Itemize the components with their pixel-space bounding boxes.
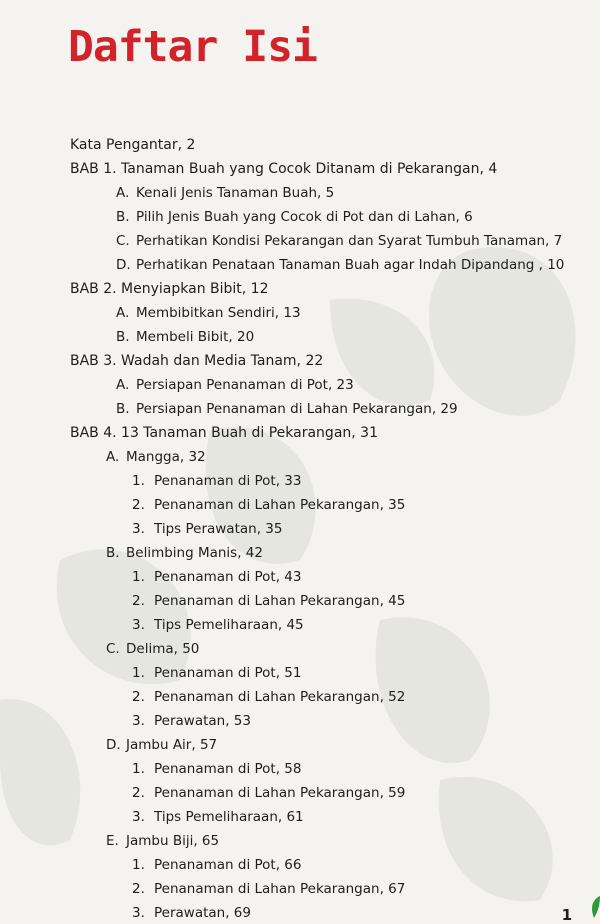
toc-marker: 1. xyxy=(132,569,145,585)
toc-section xyxy=(106,641,199,657)
toc-marker: 3. xyxy=(132,809,145,825)
toc-text: Jambu Biji, 65 xyxy=(126,833,220,849)
toc-text: Tips Perawatan, 35 xyxy=(154,521,283,537)
toc-text: Penanaman di Pot, 51 xyxy=(154,665,302,681)
toc-section xyxy=(106,737,217,753)
toc-marker: A. xyxy=(116,185,130,201)
toc-section xyxy=(116,329,254,345)
toc-marker: 3. xyxy=(132,905,145,921)
toc-section xyxy=(116,305,301,321)
leaf-icon xyxy=(590,896,600,918)
toc-marker: 2. xyxy=(132,689,145,705)
toc-subsection xyxy=(132,473,301,489)
toc-section xyxy=(116,401,458,417)
toc-text: Kenali Jenis Tanaman Buah, 5 xyxy=(136,185,335,201)
toc-text: Penanaman di Pot, 33 xyxy=(154,473,302,489)
toc-section xyxy=(116,185,334,201)
toc-text: Perhatikan Penataan Tanaman Buah agar Indah Dipandang , 10 xyxy=(136,257,565,273)
toc-marker: A. xyxy=(116,377,130,393)
toc-subsection xyxy=(132,593,405,609)
toc-chapter xyxy=(70,281,269,297)
toc-text: Belimbing Manis, 42 xyxy=(126,545,263,561)
toc-text: Penanaman di Lahan Pekarangan, 67 xyxy=(154,881,406,897)
toc-text: Penanaman di Lahan Pekarangan, 35 xyxy=(154,497,406,513)
toc-section xyxy=(116,209,473,225)
toc-subsection xyxy=(132,713,251,729)
toc-text: Perawatan, 69 xyxy=(154,905,251,921)
toc-section xyxy=(116,233,562,249)
page-title: Daftar Isi xyxy=(68,22,317,72)
toc-section xyxy=(106,833,219,849)
toc-subsection xyxy=(132,521,282,537)
toc-text: Perhatikan Kondisi Pekarangan dan Syarat Tumbuh Tanaman, 7 xyxy=(136,233,563,249)
toc-subsection xyxy=(132,785,405,801)
toc-marker: 3. xyxy=(132,617,145,633)
toc-subsection xyxy=(132,617,304,633)
toc-text: Perawatan, 53 xyxy=(154,713,251,729)
toc-text: Jambu Air, 57 xyxy=(126,737,218,753)
toc-marker: 3. xyxy=(132,713,145,729)
toc-text: Penanaman di Pot, 43 xyxy=(154,569,302,585)
toc-section xyxy=(116,257,564,273)
toc-text: BAB 2. Menyiapkan Bibit, 12 xyxy=(70,281,269,297)
toc-subsection xyxy=(132,689,405,705)
page-number: 1 xyxy=(561,906,572,924)
toc-marker: 3. xyxy=(132,521,145,537)
toc-text: BAB 1. Tanaman Buah yang Cocok Ditanam di Pekarangan, 4 xyxy=(70,161,498,177)
toc-subsection xyxy=(132,497,405,513)
toc-text: Delima, 50 xyxy=(126,641,200,657)
toc-text: Kata Pengantar, 2 xyxy=(70,137,196,153)
toc-subsection xyxy=(132,569,301,585)
toc-text: Penanaman di Pot, 58 xyxy=(154,761,302,777)
toc-marker: 1. xyxy=(132,665,145,681)
toc-marker: 1. xyxy=(132,857,145,873)
toc-section xyxy=(106,545,263,561)
toc-subsection xyxy=(132,761,301,777)
toc-text: Membeli Bibit, 20 xyxy=(136,329,255,345)
toc-section xyxy=(106,449,206,465)
toc-marker: B. xyxy=(116,209,130,225)
toc-text: Pilih Jenis Buah yang Cocok di Pot dan di Lahan, 6 xyxy=(136,209,473,225)
toc-marker: C. xyxy=(106,641,120,657)
toc-marker: 1. xyxy=(132,473,145,489)
toc-marker: 2. xyxy=(132,593,145,609)
toc-marker: B. xyxy=(106,545,120,561)
toc-preface xyxy=(70,137,195,153)
toc-text: Tips Pemeliharaan, 45 xyxy=(154,617,304,633)
toc-text: Membibitkan Sendiri, 13 xyxy=(136,305,301,321)
toc-section xyxy=(116,377,354,393)
toc-subsection xyxy=(132,857,301,873)
toc-subsection xyxy=(132,905,251,921)
toc-marker: D. xyxy=(116,257,131,273)
toc-text: Penanaman di Lahan Pekarangan, 45 xyxy=(154,593,406,609)
toc-text: Penanaman di Lahan Pekarangan, 52 xyxy=(154,689,406,705)
toc-text: Mangga, 32 xyxy=(126,449,206,465)
toc-marker: B. xyxy=(116,401,130,417)
toc-marker: 2. xyxy=(132,785,145,801)
toc-subsection xyxy=(132,881,405,897)
toc-chapter xyxy=(70,425,378,441)
toc-marker: 1. xyxy=(132,761,145,777)
toc-text: Penanaman di Lahan Pekarangan, 59 xyxy=(154,785,406,801)
toc-subsection xyxy=(132,665,301,681)
toc-marker: C. xyxy=(116,233,130,249)
toc-marker: A. xyxy=(106,449,120,465)
toc-subsection xyxy=(132,809,304,825)
toc-marker: A. xyxy=(116,305,130,321)
toc-text: Tips Pemeliharaan, 61 xyxy=(154,809,304,825)
toc-marker: B. xyxy=(116,329,130,345)
toc-marker: 2. xyxy=(132,497,145,513)
toc-marker: E. xyxy=(106,833,119,849)
toc-text: Persiapan Penanaman di Pot, 23 xyxy=(136,377,354,393)
toc-marker: D. xyxy=(106,737,121,753)
toc-chapter xyxy=(70,353,323,369)
toc-text: BAB 3. Wadah dan Media Tanam, 22 xyxy=(70,353,324,369)
toc-text: BAB 4. 13 Tanaman Buah di Pekarangan, 31 xyxy=(70,425,378,441)
toc-marker: 2. xyxy=(132,881,145,897)
toc-text: Persiapan Penanaman di Lahan Pekarangan, 29 xyxy=(136,401,458,417)
toc-chapter xyxy=(70,161,497,177)
toc-text: Penanaman di Pot, 66 xyxy=(154,857,302,873)
